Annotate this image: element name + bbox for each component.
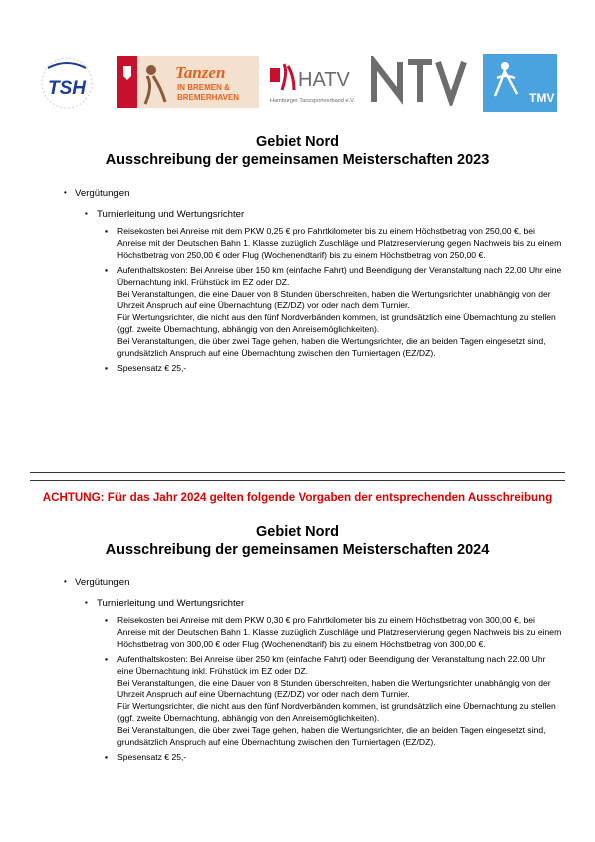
section-2023-heading: [0, 133, 595, 169]
level2-label: Turnierleitung und Wertungsrichter: [97, 598, 245, 609]
list-item: [105, 653, 562, 749]
separator-line: [30, 472, 565, 481]
level2-label: Turnierleitung und Wertungsrichter: [97, 209, 245, 220]
list-items-2023: [105, 226, 562, 375]
tmv-logo-text: TMV: [529, 91, 555, 105]
bullet: ▪: [105, 653, 109, 664]
tmv-logo: [483, 54, 557, 112]
list-level1-2024: [64, 577, 130, 588]
tanzen-line2: IN BREMEN &: [177, 83, 230, 92]
bullet: ▪: [105, 226, 109, 236]
list-level2-2024: [85, 598, 245, 609]
list-level2-2023: [85, 209, 245, 220]
list-item: [105, 615, 562, 651]
ntv-logo: [370, 56, 468, 106]
alert-text: ACHTUNG: Für das Jahr 2024 gelten folgende Vorgaben der entsprechenden Ausschreibung: [42, 491, 553, 504]
section-2024-subtitle: Ausschreibung der gemeinsamen Meisterschaften 2024: [105, 542, 490, 558]
list-item-text: Spesensatz € 25,-: [117, 362, 187, 373]
section-2023-title: Gebiet Nord: [256, 134, 339, 150]
hatv-logo: [268, 58, 360, 106]
list-item: [105, 362, 562, 375]
hatv-logo-text: HATV: [298, 69, 350, 91]
list-item: [105, 264, 562, 360]
tsh-logo-text: TSH: [48, 78, 86, 99]
bullet: •: [64, 188, 67, 197]
tanzen-title: Tanzen: [175, 63, 226, 82]
logo-bar: [0, 52, 595, 114]
bullet: ▪: [85, 598, 88, 607]
tsh-logo: [38, 54, 96, 112]
list-item-text: Bei Veranstaltungen, die eine Dauer von 8 Stunden überschreiten, haben die Wertungsrichter unabhängig von der Uhrzeit Anspruch auf eine Übernachtung (EZ/DZ) vor oder nach dem Turnier.: [117, 288, 551, 311]
section-2024-title: Gebiet Nord: [256, 524, 339, 540]
list-item-text: Bei Veranstaltungen, die über zwei Tage gehen, haben die Wertungsrichter, die an beiden Tagen eingesetzt sind, grundsätzlich Anspruch auf eine Übernachtung zwischen den Turniertagen (EZ/DZ).: [117, 725, 546, 748]
tanzen-bremen-logo: [117, 56, 259, 108]
list-item-text: Spesensatz € 25,-: [117, 751, 187, 762]
list-item-text: Für Wertungsrichter, die nicht aus den fünf Nordverbänden kommen, ist grundsätzlich eine Übernachtung zu stellen (ggf. zweite Übernachtung, abhängig von den Anreisemöglichkeiten).: [117, 312, 556, 335]
hatv-logo-sub: Hamburger Tanzsportverband e.V.: [270, 98, 355, 104]
bullet: •: [64, 577, 67, 586]
bullet: ▪: [105, 264, 109, 275]
tanzen-line3: BREMERHAVEN: [177, 93, 240, 102]
section-2024-heading: [0, 523, 595, 559]
level1-label: Vergütungen: [75, 577, 130, 588]
list-item-text: Für Wertungsrichter, die nicht aus den fünf Nordverbänden kommen, ist grundsätzlich eine Übernachtung zu stellen (ggf. zweite Übernachtung, abhängig von den Anreisemöglichkeiten).: [117, 701, 556, 724]
level1-label: Vergütungen: [75, 188, 130, 199]
list-item-text: Aufenthaltskosten: Bei Anreise über 250 km (einfache Fahrt) oder Beendigung der Veranstaltung nach 22.00 Uhr eine Übernachtung inkl. Frühstück im EZ oder DZ.: [117, 653, 546, 676]
list-items-2024: [105, 615, 562, 764]
list-item-text: Reisekosten bei Anreise mit dem PKW 0,30 € pro Fahrtkilometer bis zu einem Höchstbetrag von 300,00 €, bei Anreise mit der Deutschen Bahn 1. Klasse zuzüglich Zuschläge und Platzreservierung gegen Nachweis bis zu einem Höchstbetrag von 300,00 € oder Flug (Wochenendtarif) bis zu einem Höchstbetrag von 300,00 €.: [117, 615, 562, 649]
bullet: ▪: [105, 751, 109, 762]
bullet: ▪: [105, 615, 109, 625]
bullet: ▪: [105, 362, 109, 373]
list-item: [105, 226, 562, 262]
list-level1-2023: [64, 188, 130, 199]
list-item: [105, 751, 562, 764]
section-2023-subtitle: Ausschreibung der gemeinsamen Meisterschaften 2023: [105, 152, 490, 168]
bullet: ▪: [85, 209, 88, 218]
list-item-text: Bei Veranstaltungen, die eine Dauer von 8 Stunden überschreiten, haben die Wertungsrichter unabhängig von der Uhrzeit Anspruch auf eine Übernachtung (EZ/DZ) vor oder nach dem Turnier.: [117, 677, 551, 700]
list-item-text: Reisekosten bei Anreise mit dem PKW 0,25 € pro Fahrtkilometer bis zu einem Höchstbetrag von 250,00 €, bei Anreise mit der Deutschen Bahn 1. Klasse zuzüglich Zuschläge und Platzreservierung gegen Nachweis bis zu einem Höchstbetrag von 250,00 € oder Flug (Wochenendtarif) bis zu einem Höchstbetrag von 250,00 €.: [117, 226, 562, 260]
list-item-text: Bei Veranstaltungen, die über zwei Tage gehen, haben die Wertungsrichter, die an beiden Tagen eingesetzt sind, grundsätzlich Anspruch auf eine Übernachtung zwischen den Turniertagen (EZ/DZ).: [117, 336, 546, 359]
list-item-text: Aufenthaltskosten: Bei Anreise über 150 km (einfache Fahrt) und Beendigung der Veranstaltung nach 22.00 Uhr eine Übernachtung inkl. Frühstück im EZ oder DZ.: [117, 264, 562, 287]
